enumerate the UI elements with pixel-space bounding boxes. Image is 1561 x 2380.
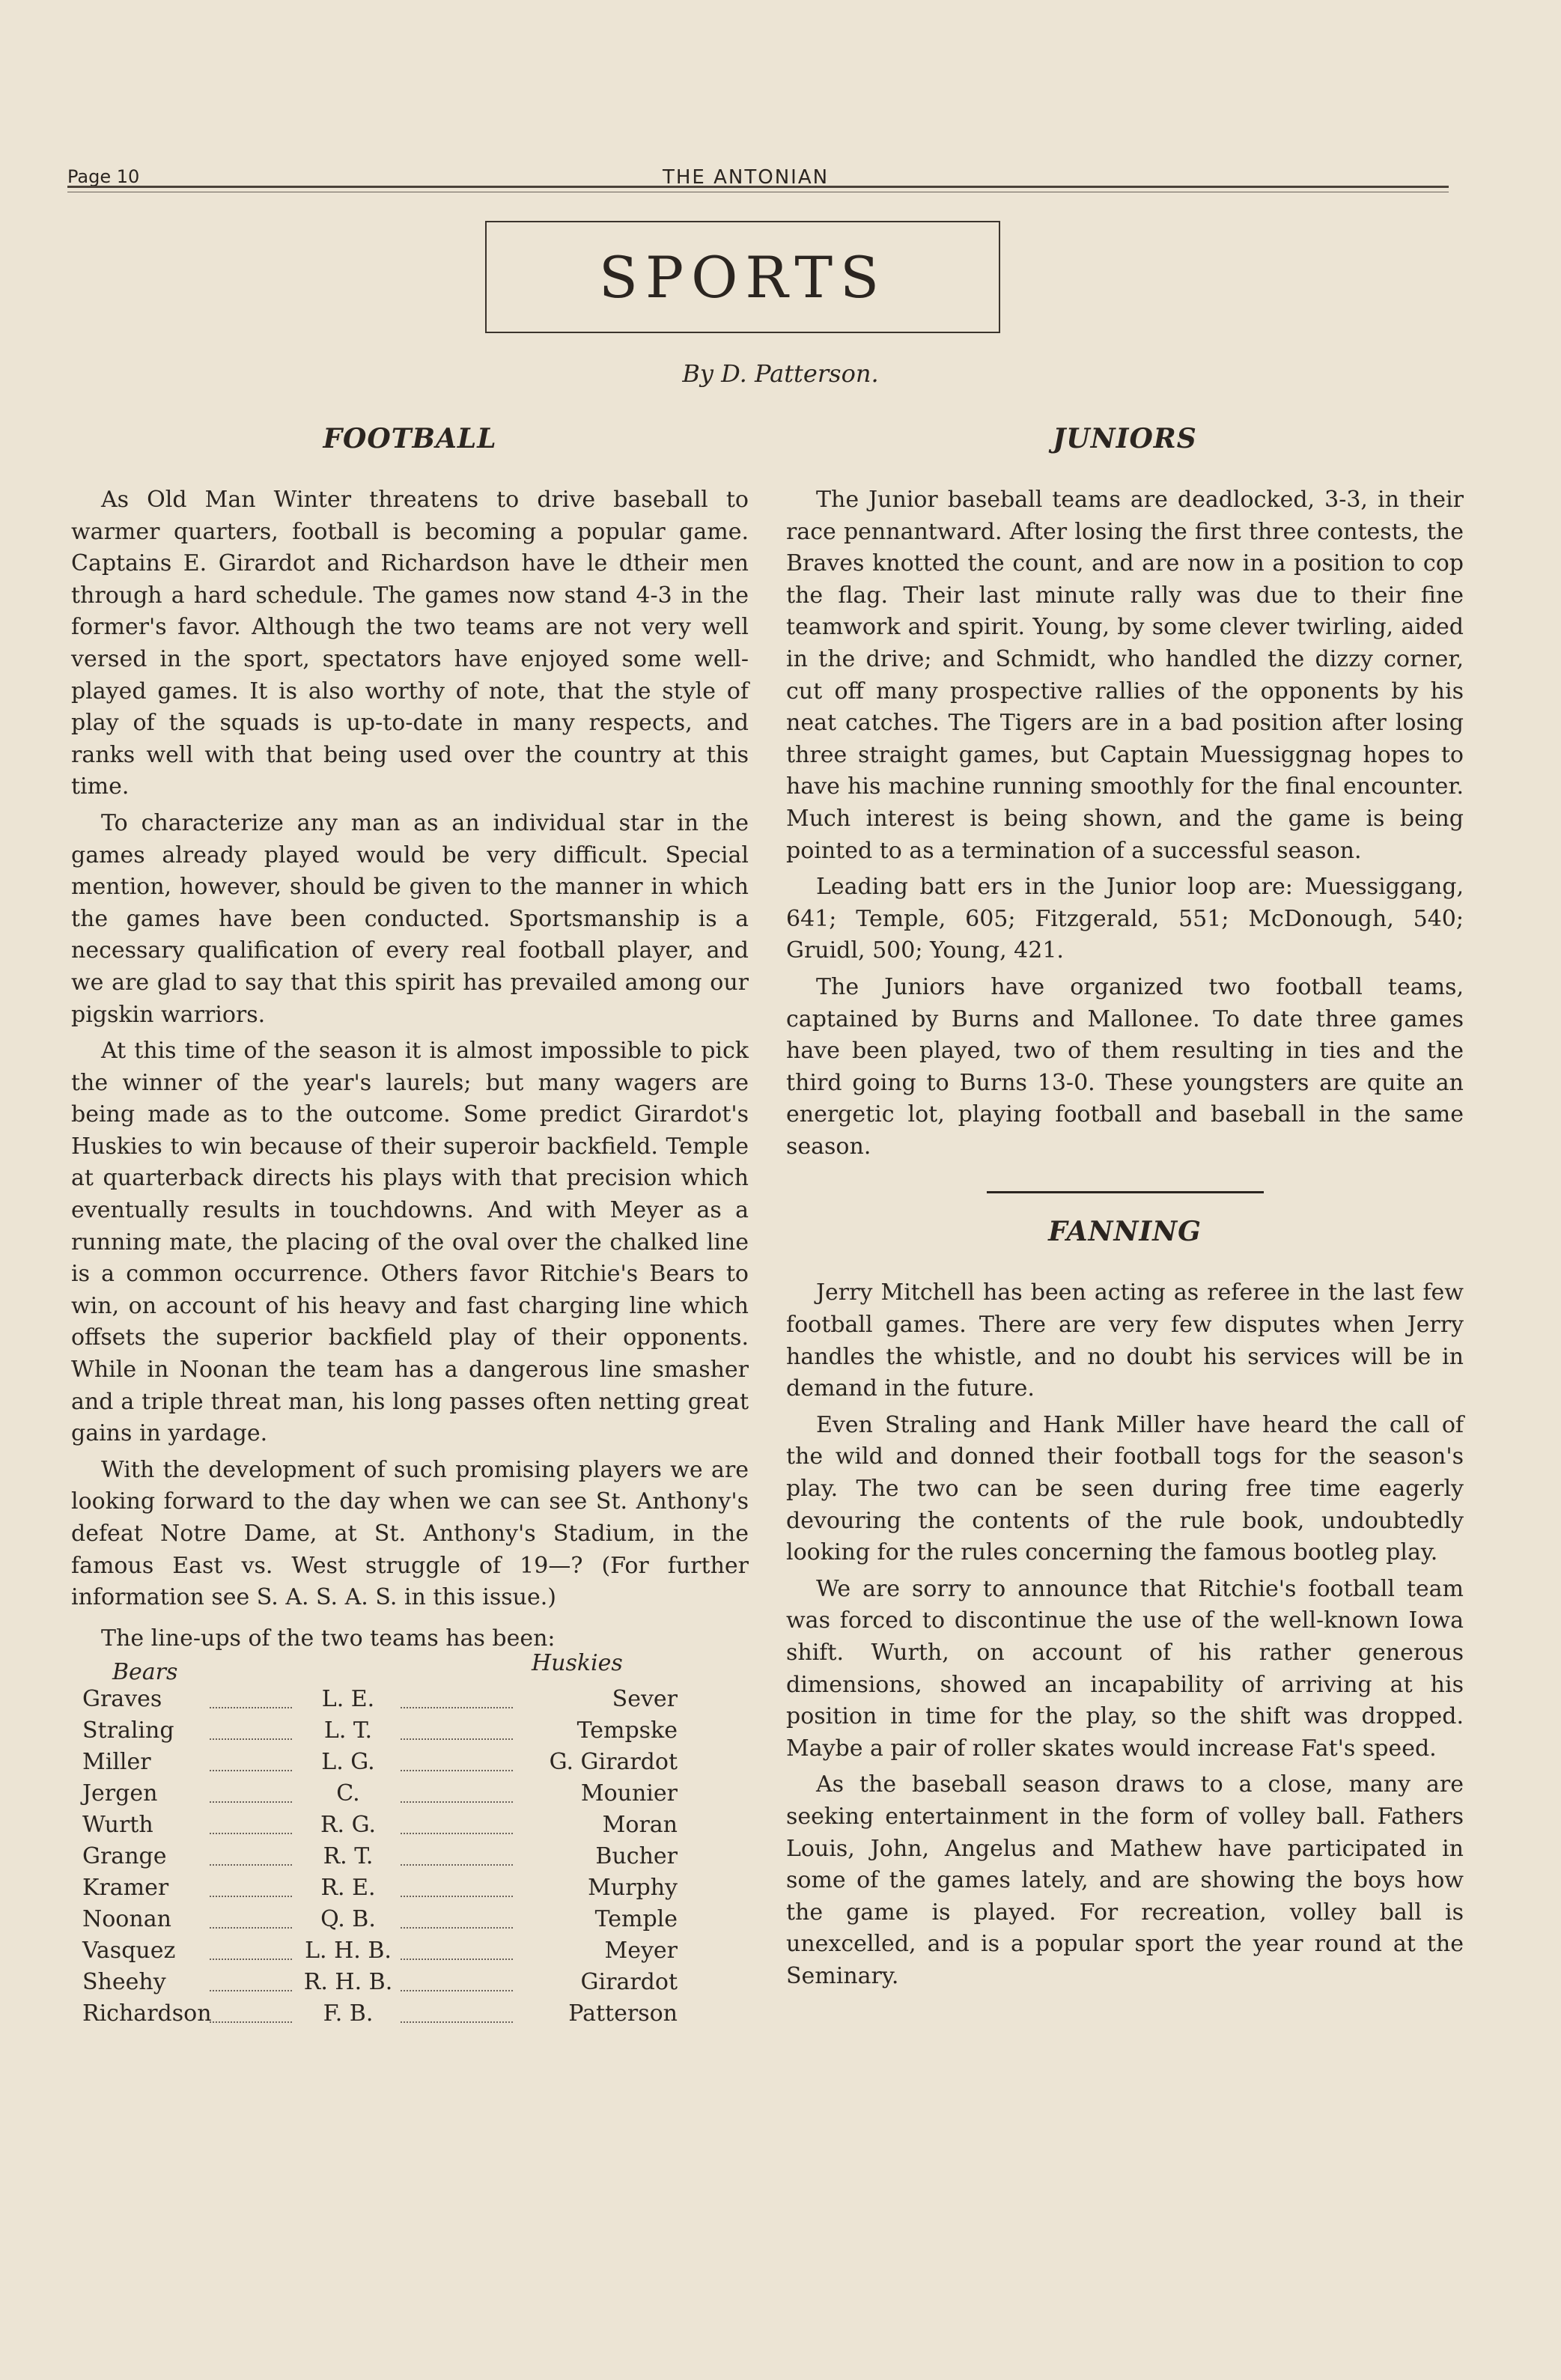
lineup-row bbox=[71, 1906, 749, 1938]
football-heading: FOOTBALL bbox=[323, 423, 497, 454]
lineup-row bbox=[71, 1875, 749, 1906]
lineup-row bbox=[71, 1686, 749, 1717]
huskies-player: G. Girardot bbox=[549, 1748, 678, 1775]
juniors-paragraph: Leading batt ers in the Junior loop are: Muessiggang, 641; Temple, 605; Fitzgerald, 551; McDonough, 540; Gruidl, 500; Young, 421. bbox=[786, 874, 1464, 964]
position: L. H. B. bbox=[305, 1937, 392, 1964]
bears-player: Straling bbox=[82, 1717, 174, 1744]
juniors-paragraph: The Juniors have organized two football teams, captained by Burns and Mallonee. To date three games have been played, two of them resulting in ties and the third going to Burns 13-0. These youngsters are quite an energetic lot, playing football and baseball in the same season. bbox=[786, 973, 1464, 1160]
section-divider bbox=[987, 1191, 1264, 1193]
lineup-row bbox=[71, 1812, 749, 1843]
dot-leader bbox=[401, 1906, 513, 1929]
dot-leader bbox=[210, 1969, 292, 1991]
dot-leader bbox=[401, 1686, 513, 1708]
dot-leader bbox=[401, 2000, 513, 2023]
byline: By D. Patterson. bbox=[682, 359, 879, 388]
bears-player: Wurth bbox=[82, 1811, 153, 1838]
huskies-player: Girardot bbox=[580, 1968, 678, 1995]
lineup-row bbox=[71, 2000, 749, 2032]
fanning-paragraph: We are sorry to announce that Ritchie's football team was forced to discontinue the use of the well-known Iowa shift. Wurth, on account of his rather generous dimensions, showed an incapability of arriving at his position in time for the play, so the shift was dropped. Maybe a pair of roller skates would increase Fat's speed. bbox=[786, 1575, 1464, 1762]
dot-leader bbox=[210, 1875, 292, 1897]
football-paragraph: To characterize any man as an individual star in the games already played would be very difficult. Special mention, however, should be given to the manner in which the games have been conducted. Sportsmanship is a necessary qualification of every real football player, and we are glad to say that this spirit has prevailed among our pigskin warriors. bbox=[71, 809, 749, 1028]
bears-player: Miller bbox=[82, 1748, 151, 1775]
huskies-player: Bucher bbox=[595, 1842, 678, 1869]
lineup-row bbox=[71, 1749, 749, 1780]
fanning-heading: FANNING bbox=[1048, 1216, 1202, 1248]
huskies-player: Temple bbox=[594, 1905, 678, 1932]
fanning-paragraph: Even Straling and Hank Miller have heard the call of the wild and donned their football togs for the season's play. The two can be seen during free time eagerly devouring the contents of the rule book, undoubtedly looking for the rules concerning the famous bootleg play. bbox=[786, 1411, 1464, 1566]
position: R. E. bbox=[320, 1874, 376, 1901]
huskies-player: Murphy bbox=[588, 1874, 678, 1901]
publication-title: THE ANTONIAN bbox=[663, 166, 830, 189]
header-rule bbox=[67, 186, 1449, 188]
dot-leader bbox=[401, 1717, 513, 1740]
section-title-box bbox=[485, 221, 1000, 333]
bears-header: Bears bbox=[112, 1658, 178, 1685]
page-number: Page 10 bbox=[67, 166, 140, 187]
position: L. T. bbox=[323, 1717, 373, 1744]
position: R. H. B. bbox=[303, 1968, 393, 1995]
fanning-paragraph: Jerry Mitchell has been acting as referee in the last few football games. There are very few disputes when Jerry handles the whistle, and no doubt his services will be in demand in the future. bbox=[786, 1279, 1464, 1402]
lineup-row bbox=[71, 1717, 749, 1749]
juniors-paragraph: The Junior baseball teams are deadlocked, 3-3, in their race pennantward. After losing the first three contests, the Braves knotted the count, and are now in a position to cop the flag. Their last minute rally was due to their fine teamwork and spirit. Young, by some clever twirling, aided in the drive; and Schmidt, who handled the dizzy corner, cut off many prospective rallies of the opponents by his neat catches. The Tigers are in a bad position after losing three straight games, but Captain Muessiggnag hopes to have his machine running smoothly for the final encounter. Much interest is being shown, and the game is being pointed to as a termination of a successful season. bbox=[786, 487, 1464, 864]
position: L. G. bbox=[321, 1748, 375, 1775]
huskies-player: Tempske bbox=[576, 1717, 678, 1744]
dot-leader bbox=[401, 1843, 513, 1866]
huskies-player: Sever bbox=[612, 1685, 678, 1712]
lineup-row bbox=[71, 1780, 749, 1812]
section-title: SPORTS bbox=[598, 243, 887, 311]
dot-leader bbox=[401, 1875, 513, 1897]
huskies-player: Patterson bbox=[568, 2000, 678, 2027]
lineup-row bbox=[71, 1938, 749, 1969]
dot-leader bbox=[210, 1780, 292, 1803]
bears-player: Sheehy bbox=[82, 1968, 166, 1995]
bears-player: Grange bbox=[82, 1842, 167, 1869]
dot-leader bbox=[210, 1812, 292, 1834]
dot-leader bbox=[210, 1938, 292, 1960]
dot-leader bbox=[401, 1780, 513, 1803]
dot-leader bbox=[401, 1969, 513, 1991]
lineup-row bbox=[71, 1843, 749, 1875]
football-paragraph: With the development of such promising players we are looking forward to the day when we can see St. Anthony's defeat Notre Dame, at St. Anthony's Stadium, in the famous East vs. West struggle of 19—? (For further information see S. A. S. A. S. in this issue.) bbox=[71, 1456, 749, 1611]
position: C. bbox=[336, 1780, 360, 1807]
huskies-header: Huskies bbox=[532, 1649, 623, 1676]
dot-leader bbox=[210, 1749, 292, 1771]
football-column bbox=[71, 423, 749, 2032]
huskies-player: Mounier bbox=[580, 1780, 678, 1807]
lineup-table bbox=[71, 1686, 749, 2032]
lineup-row bbox=[71, 1969, 749, 2000]
dot-leader bbox=[210, 1717, 292, 1740]
dot-leader bbox=[401, 1749, 513, 1771]
position: R. T. bbox=[323, 1842, 374, 1869]
lineup-intro: The line-ups of the two teams has been: bbox=[101, 1625, 556, 1652]
right-column bbox=[786, 423, 1464, 1997]
football-paragraph: As Old Man Winter threatens to drive baseball to warmer quarters, football is becoming a popular game. Captains E. Girardot and Richardson have le dtheir men through a hard schedule. The games now stand 4-3 in the former's favor. Although the two teams are not very well versed in the sport, spectators have enjoyed some well-played games. It is also worthy of note, that the style of play of the squads is up-to-date in many respects, and ranks well with that being used over the country at this time. bbox=[71, 487, 749, 800]
dot-leader bbox=[210, 2000, 292, 2023]
bears-player: Jergen bbox=[82, 1780, 158, 1807]
bears-player: Graves bbox=[82, 1685, 162, 1712]
position: L. E. bbox=[321, 1685, 375, 1712]
dot-leader bbox=[401, 1938, 513, 1960]
huskies-player: Meyer bbox=[604, 1937, 678, 1964]
position: Q. B. bbox=[320, 1905, 376, 1932]
position: F. B. bbox=[323, 2000, 374, 2027]
bears-player: Richardson bbox=[82, 2000, 212, 2027]
football-paragraph: At this time of the season it is almost impossible to pick the winner of the year's laurels; but many wagers are being made as to the outcome. Some predict Girardot's Huskies to win because of their superoir backfield. Temple at quarterback directs his plays with that precision which eventually results in touchdowns. And with Meyer as a running mate, the placing of the oval over the chalked line is a common occurrence. Others favor Ritchie's Bears to win, on account of his heavy and fast charging line which offsets the superior backfield play of their opponents. While in Noonan the team has a dangerous line smasher and a triple threat man, his long passes often netting great gains in yardage. bbox=[71, 1038, 749, 1447]
fanning-paragraph: As the baseball season draws to a close, many are seeking entertainment in the form of volley ball. Fathers Louis, John, Angelus and Mathew have participated in some of the games lately, and are showing the boys how the game is played. For recreation, volley ball is unexcelled, and is a popular sport the year round at the Seminary. bbox=[786, 1771, 1464, 1989]
bears-player: Noonan bbox=[82, 1905, 171, 1932]
juniors-heading: JUNIORS bbox=[1053, 423, 1197, 454]
dot-leader bbox=[210, 1686, 292, 1708]
bears-player: Vasquez bbox=[82, 1937, 176, 1964]
dot-leader bbox=[210, 1906, 292, 1929]
position: R. G. bbox=[320, 1811, 377, 1838]
dot-leader bbox=[210, 1843, 292, 1866]
lineup-headers bbox=[71, 1649, 749, 1686]
dot-leader bbox=[401, 1812, 513, 1834]
bears-player: Kramer bbox=[82, 1874, 169, 1901]
huskies-player: Moran bbox=[602, 1811, 678, 1838]
